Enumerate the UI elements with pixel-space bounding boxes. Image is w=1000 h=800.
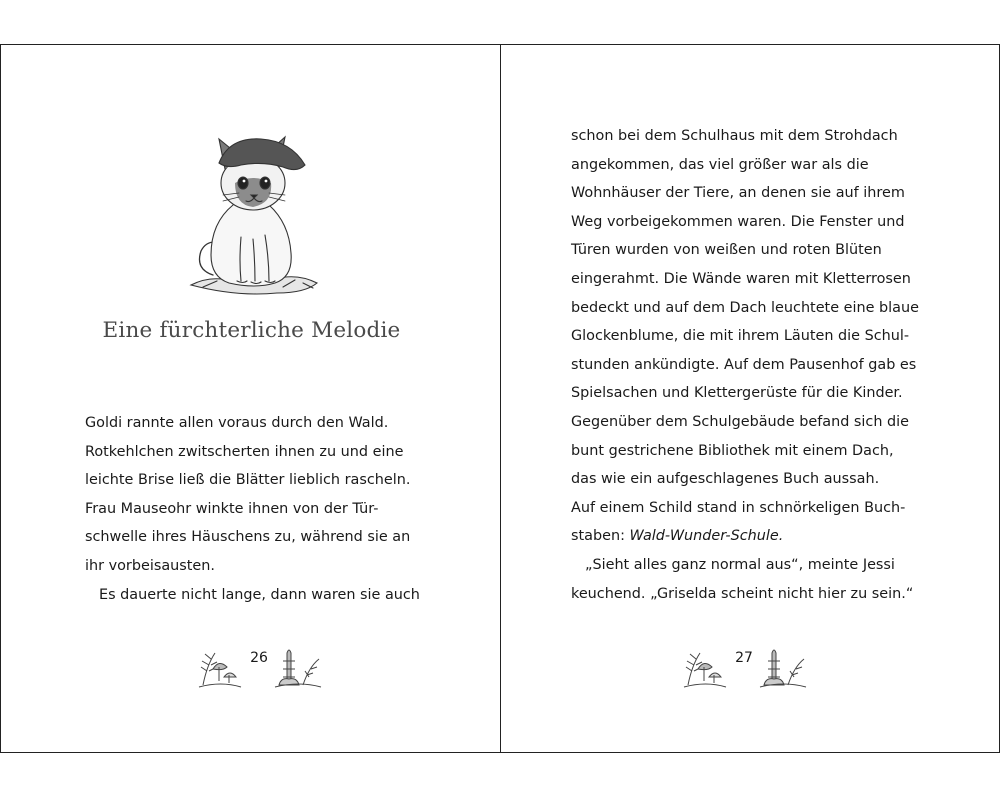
text-line: Weg vorbeigekommen waren. Die Fenster und bbox=[571, 213, 905, 230]
text-line: angekommen, das viel größer war als die bbox=[571, 156, 869, 173]
text-line: keuchend. „Griselda scheint nicht hier zu sein.“ bbox=[571, 585, 914, 602]
mushroom-fern-ornament bbox=[758, 641, 808, 691]
left-body-text bbox=[85, 409, 445, 609]
text-line: Auf einem Schild stand in schnörkeligen Buch- bbox=[571, 499, 906, 516]
text-line: Gegenüber dem Schulgebäude befand sich die bbox=[571, 413, 909, 430]
mushroom-fern-ornament bbox=[197, 641, 243, 691]
chapter-title: Eine fürchterliche Melodie bbox=[102, 318, 401, 343]
text-line: schon bei dem Schulhaus mit dem Strohdach bbox=[571, 128, 898, 144]
text-line: ihr vorbeisausten. bbox=[85, 557, 215, 574]
book-spread bbox=[0, 44, 1000, 753]
text-line: stunden ankündigte. Auf dem Pausenhof gab es bbox=[571, 356, 917, 373]
right-body-text bbox=[571, 122, 931, 608]
text-line: Spielsachen und Klettergerüste für die Kinder. bbox=[571, 385, 903, 402]
text-line: eingerahmt. Die Wände waren mit Kletterrosen bbox=[571, 270, 911, 287]
text-line: Rotkehlchen zwitscherten ihnen zu und eine bbox=[85, 443, 404, 460]
text-line: Wohnhäuser der Tiere, an denen sie auf ihrem bbox=[571, 185, 905, 202]
text-line: bunt gestrichene Bibliothek mit einem Dach, bbox=[571, 442, 894, 459]
text-line: Türen wurden von weißen und roten Blüten bbox=[571, 242, 882, 259]
text-line-with-italic bbox=[571, 522, 931, 551]
text-line: das wie ein aufgeschlagenes Buch aussah. bbox=[571, 471, 880, 488]
kitten-illustration bbox=[183, 125, 333, 303]
left-page bbox=[0, 45, 501, 752]
text-line: „Sieht alles ganz normal aus“, meinte Jessi bbox=[585, 556, 895, 573]
page-footer bbox=[197, 641, 323, 691]
mushroom-fern-ornament bbox=[273, 641, 323, 691]
mushroom-fern-ornament bbox=[682, 641, 728, 691]
text-line: bedeckt und auf dem Dach leuchtete eine blaue bbox=[571, 299, 919, 316]
text-line: schwelle ihres Häuschens zu, während sie an bbox=[85, 529, 411, 546]
text-span: staben: bbox=[571, 528, 630, 545]
text-line: leichte Brise ließ die Blätter lieblich rascheln. bbox=[85, 472, 411, 489]
text-line: Es dauerte nicht lange, dann waren sie auch bbox=[99, 586, 420, 603]
page-footer bbox=[682, 641, 808, 691]
page-number: 26 bbox=[250, 650, 268, 666]
text-line: Frau Mauseohr winkte ihnen von der Tür- bbox=[85, 500, 379, 517]
text-line: Goldi rannte allen voraus durch den Wald. bbox=[85, 415, 389, 431]
page-number: 27 bbox=[735, 650, 753, 666]
right-page bbox=[501, 45, 1000, 752]
text-line: Glockenblume, die mit ihrem Läuten die Schul- bbox=[571, 328, 910, 345]
school-name: Wald-Wunder-Schule. bbox=[629, 528, 784, 545]
